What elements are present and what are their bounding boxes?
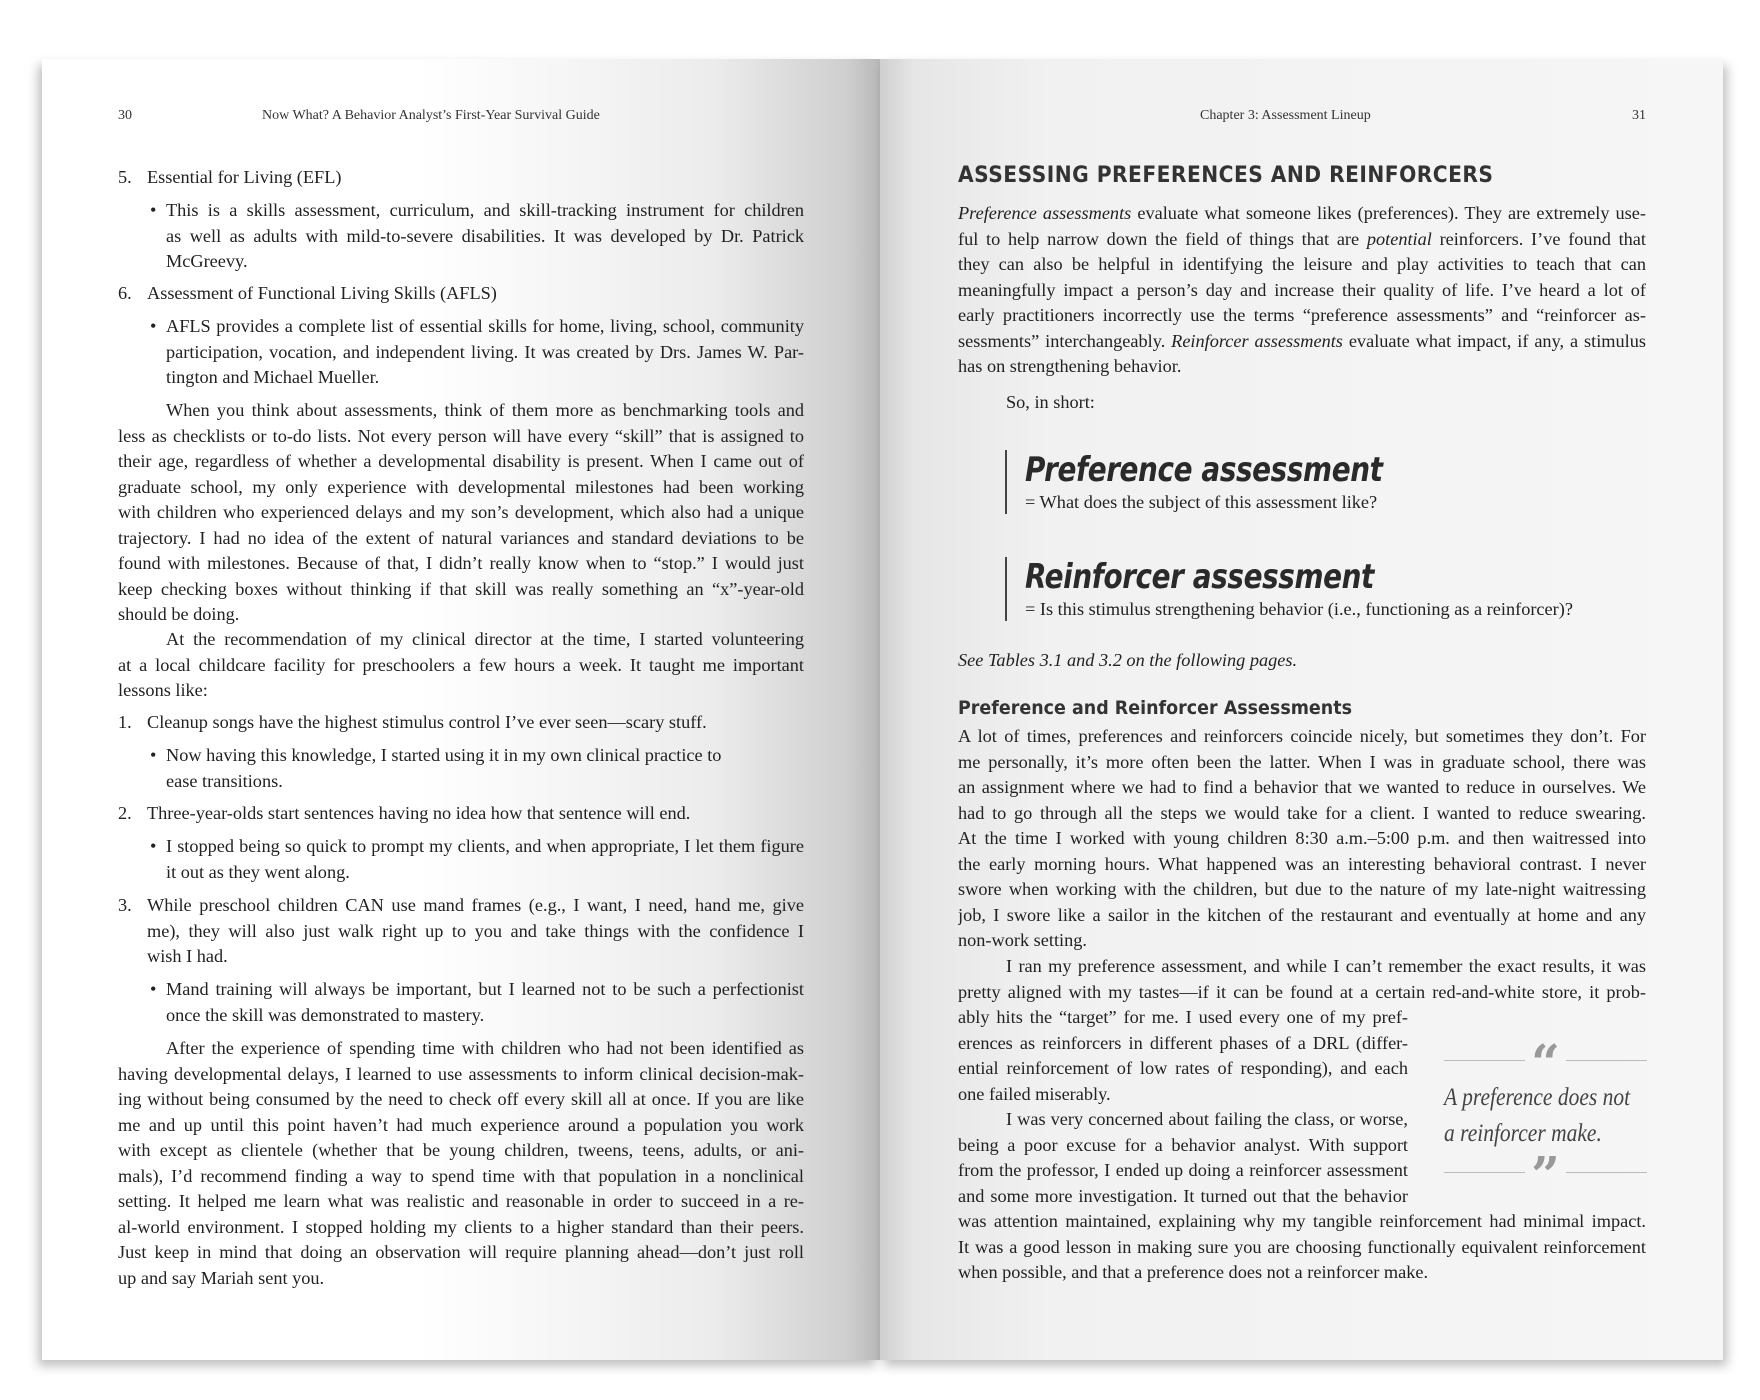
text-line: pretty aligned with my tastes—if it can be found at a certain red-and-white store, it prob- <box>958 981 1646 1002</box>
right-page-number: 31 <box>1632 108 1646 123</box>
text-line: me), they will also just walk right up to you and take things with the confidence I <box>147 920 804 941</box>
pull-quote <box>1444 1033 1647 1204</box>
pull-quote-line: A preference does not <box>1444 1084 1631 1111</box>
bullet-icon: • <box>150 316 157 336</box>
text-line: non-work setting. <box>958 930 1087 950</box>
text-line: me personally, it’s more often been the latter. When I was in graduate school, there was <box>958 751 1646 772</box>
subheading: Preference and Reinforcer Assessments <box>958 697 1353 719</box>
text-line: less as checklists or to-do lists. Not every person will have every “skill” that is assigned to <box>118 425 804 446</box>
bullet-icon: • <box>150 979 157 999</box>
bullet-icon: • <box>150 836 157 856</box>
text-line: ing without being consumed by the need to check off every skill all at once. If you are like <box>118 1089 804 1109</box>
text-line: was attention maintained, explaining why my tangible reinforcement had minimal impact. <box>958 1211 1646 1231</box>
text-line: from the professor, I ended up doing a reinforcer assessment <box>958 1160 1408 1180</box>
text-line: This is a skills assessment, curriculum, and skill-tracking instrument for children <box>166 200 804 220</box>
text-line: Preference assessments evaluate what someone likes (preferences). They are extremely use- <box>958 203 1646 223</box>
body-paragraph <box>958 1005 1408 1107</box>
text-line: an assignment where we had to find a behavior that we wanted to reduce in ourselves. We <box>958 777 1646 797</box>
text-line: I was very concerned about failing the class, or worse, <box>1006 1109 1408 1129</box>
list-number: 5. <box>118 167 132 187</box>
text-line: graduate school, my only experience with developmental milestones had been working <box>118 476 804 497</box>
list-number: 2. <box>118 803 132 823</box>
text-line: tington and Michael Mueller. <box>166 367 380 387</box>
text-line: and some more investigation. It turned out that the behavior <box>958 1185 1408 1206</box>
text-line: I stopped being so quick to prompt my clients, and when appropriate, I let them figure <box>166 836 804 856</box>
open-quote-icon: “ <box>1444 1040 1647 1080</box>
text-line: lessons like: <box>118 680 208 700</box>
body-paragraph <box>958 1107 1408 1209</box>
text-line: mals), I’d recommend finding a way to spend time with that population in a nonclinical <box>118 1165 804 1186</box>
text-line: Mand training will always be important, but I learned not to be such a perfectionist <box>166 979 804 999</box>
text-line: ential reinforcement of low rates of responding), and each <box>958 1058 1408 1078</box>
in-short-text: So, in short: <box>1006 392 1095 412</box>
close-quote-icon: ” <box>1444 1152 1647 1192</box>
bullet-icon: • <box>150 200 157 220</box>
see-tables-note: See Tables 3.1 and 3.2 on the following pages. <box>958 650 1298 670</box>
list-number: 6. <box>118 283 132 303</box>
text-line: keep checking boxes without thinking if that skill was really something an “x”-year-old <box>118 578 804 599</box>
list-bullet-text <box>166 314 804 391</box>
text-line: one failed miserably. <box>958 1083 1111 1104</box>
text-line: It was a good lesson in making sure you are choosing functionally equivalent reinforcement <box>958 1236 1646 1257</box>
text-line: al-world environment. I stopped holding my clients to a higher standard than their peers. <box>118 1216 804 1237</box>
text-line: should be doing. <box>118 604 240 624</box>
left-running-head: Now What? A Behavior Analyst’s First-Year Survival Guide <box>262 108 600 123</box>
text-line: Just keep in mind that doing an observation will require planning ahead—don’t just roll <box>118 1242 804 1262</box>
text-line: being a poor excuse for a behavior analyst. With support <box>958 1134 1408 1155</box>
list-bullet-text <box>166 834 804 885</box>
bullet-icon: • <box>150 745 157 765</box>
text-line: At the recommendation of my clinical director at the time, I started volunteering <box>166 629 804 649</box>
text-line: When you think about assessments, think of them more as benchmarking tools and <box>166 400 804 420</box>
text-line: While preschool children CAN use mand frames (e.g., I want, I need, hand me, give <box>147 895 804 915</box>
text-line: ease transitions. <box>166 770 283 791</box>
text-line: job, I swore like a sailor in the kitchen of the restaurant and eventually at home and any <box>958 904 1646 925</box>
text-line: the early morning hours. What happened was an interesting behavioral contrast. I never <box>958 853 1646 874</box>
text-line: up and say Mariah sent you. <box>118 1267 325 1288</box>
text-line: setting. It helped me learn what was realistic and reasonable in order to succeed in a re- <box>118 1191 804 1211</box>
text-line: I ran my preference assessment, and while I can’t remember the exact results, it was <box>1006 956 1646 976</box>
list-item-label: Assessment of Functional Living Skills (AFLS) <box>147 283 497 303</box>
body-paragraph <box>118 627 804 704</box>
list-bullet-text <box>166 977 804 1028</box>
text-line: with except as clientele (whether that be young children, tweens, teens, adults, or ani- <box>118 1140 804 1160</box>
list-bullet-text <box>166 198 804 275</box>
definition-meaning: = Is this stimulus strengthening behavior (i.e., functioning as a reinforcer)? <box>1025 599 1573 619</box>
definition-term: Preference assessment <box>1025 450 1383 490</box>
body-paragraph <box>118 1036 804 1291</box>
list-bullet-text <box>166 743 804 794</box>
list-item-label <box>147 710 804 736</box>
text-line: found with milestones. Because of that, I didn’t really know when to “stop.” I would just <box>118 553 804 573</box>
section-heading: ASSESSING PREFERENCES AND REINFORCERS <box>958 163 1494 188</box>
definition-meaning: = What does the subject of this assessment like? <box>1025 492 1378 512</box>
text-line: at a local childcare facility for preschoolers a few hours a week. It taught me important <box>118 654 804 675</box>
list-item-label <box>147 893 804 970</box>
definition-term: Reinforcer assessment <box>1025 557 1374 597</box>
body-paragraph <box>958 954 1646 1005</box>
text-line: participation, vocation, and independent living. It was created by Drs. James W. Par- <box>166 341 804 362</box>
text-line: having developmental delays, I learned to use assessments to inform clinical decision-mak- <box>118 1063 804 1084</box>
text-line: early practitioners incorrectly use the terms “preference assessments” and “reinforcer as- <box>958 305 1646 325</box>
text-line: wish I had. <box>147 946 228 966</box>
right-running-head: Chapter 3: Assessment Lineup <box>1200 108 1371 123</box>
text-line: trajectory. I had no idea of the extent of natural variances and standard deviations to be <box>118 527 804 548</box>
text-line: they can also be helpful in identifying the leisure and play activities to teach that can <box>958 254 1646 274</box>
text-line: it out as they went along. <box>166 861 350 882</box>
list-number: 1. <box>118 712 132 732</box>
text-line: their age, regardless of whether a developmental disability is present. When I came out of <box>118 451 804 471</box>
definition-preference <box>1005 450 1461 514</box>
text-line: After the experience of spending time with children who had not been identified as <box>166 1038 804 1058</box>
text-line: ful to help narrow down the field of things that are potential reinforcers. I’ve found that <box>958 228 1646 249</box>
text-line: meaningfully impact a person’s day and increase their quality of life. I’ve heard a lot of <box>958 279 1646 300</box>
text-line: with children who experienced delays and my son’s development, which also had a unique <box>118 502 804 522</box>
text-line: as well as adults with mild-to-severe disabilities. It was developed by Dr. Patrick <box>166 225 804 246</box>
text-line: A lot of times, preferences and reinforcers coincide nicely, but sometimes they don’t. For <box>958 726 1646 746</box>
text-line: has on strengthening behavior. <box>958 356 1182 376</box>
pull-quote-line: a reinforcer make. <box>1444 1120 1602 1147</box>
body-paragraph <box>118 398 804 628</box>
text-line: me and up until this point haven’t had much experience around a population you work <box>118 1114 804 1135</box>
text-line: Three-year-olds start sentences having no idea how that sentence will end. <box>147 803 691 823</box>
list-item-label: Essential for Living (EFL) <box>147 167 342 187</box>
text-line: McGreevy. <box>166 251 248 271</box>
body-paragraph <box>958 1209 1646 1286</box>
text-line: had to go through all the steps we would take for a client. I wanted to reduce swearing. <box>958 802 1646 823</box>
text-line: when possible, and that a preference does not a reinforcer make. <box>958 1262 1429 1282</box>
text-line: Now having this knowledge, I started using it in my own clinical practice to <box>166 745 722 765</box>
text-line: swore when working with the children, but due to the nature of my late-night waitressing <box>958 879 1646 899</box>
text-line: AFLS provides a complete list of essential skills for home, living, school, community <box>166 316 804 336</box>
text-line: ably hits the “target” for me. I used every one of my pref- <box>958 1007 1408 1027</box>
definition-reinforcer <box>1005 557 1573 621</box>
text-line: Cleanup songs have the highest stimulus control I’ve ever seen—scary stuff. <box>147 712 707 732</box>
body-paragraph <box>958 724 1646 954</box>
list-number: 3. <box>118 895 132 915</box>
intro-paragraph <box>958 201 1646 380</box>
list-item-label <box>147 801 804 827</box>
text-line: erences as reinforcers in different phases of a DRL (differ- <box>958 1032 1408 1053</box>
text-line: At the time I worked with young children 8:30 a.m.–5:00 p.m. and then waitressed into <box>958 828 1646 848</box>
left-page-number: 30 <box>118 108 132 123</box>
text-line: sessments” interchangeably. Reinforcer assessments evaluate what impact, if any, a stimulus <box>958 330 1646 351</box>
text-line: once the skill was demonstrated to mastery. <box>166 1004 485 1025</box>
